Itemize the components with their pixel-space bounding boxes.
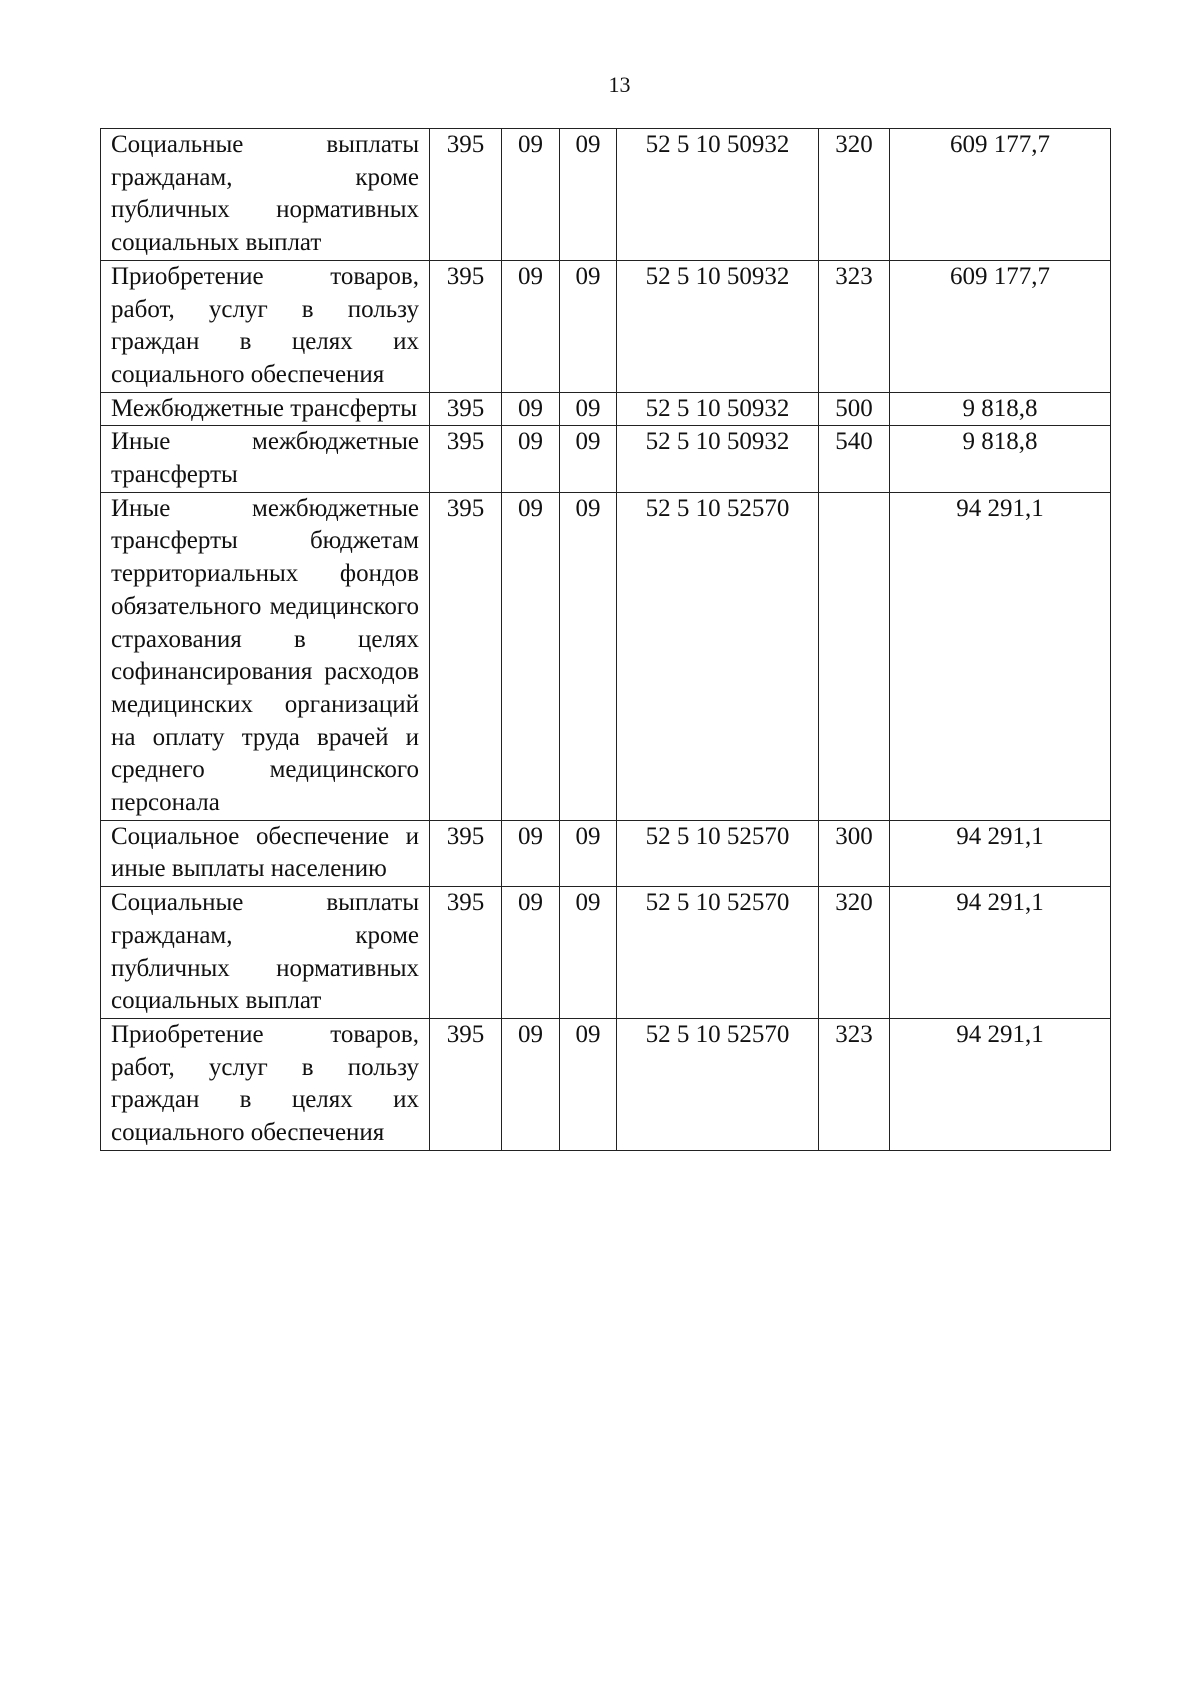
target-article-cell: 52 5 10 50932 [617,426,819,492]
row-name-cell: Иные межбюджетные трансферты [101,426,430,492]
target-article-cell: 52 5 10 50932 [617,129,819,261]
subsection-code-cell: 09 [560,260,617,392]
section-code-cell: 09 [502,492,560,820]
amount-cell: 94 291,1 [890,820,1111,886]
section-code-cell: 09 [502,1018,560,1150]
expense-type-cell: 540 [819,426,890,492]
expense-type-cell [819,492,890,820]
admin-code-cell: 395 [430,129,502,261]
subsection-code-cell: 09 [560,820,617,886]
admin-code-cell: 395 [430,1018,502,1150]
subsection-code-cell: 09 [560,392,617,426]
expense-type-cell: 323 [819,260,890,392]
table-row [101,129,1111,261]
section-code-cell: 09 [502,260,560,392]
target-article-cell: 52 5 10 50932 [617,392,819,426]
amount-cell: 9 818,8 [890,426,1111,492]
expense-type-cell: 320 [819,129,890,261]
target-article-cell: 52 5 10 52570 [617,887,819,1019]
target-article-cell: 52 5 10 52570 [617,492,819,820]
budget-table [100,128,1111,1151]
table-row [101,820,1111,886]
target-article-cell: 52 5 10 52570 [617,1018,819,1150]
row-name-cell: Социальные выплаты гражданам, кроме публичных нормативных социальных выплат [101,887,430,1019]
admin-code-cell: 395 [430,820,502,886]
subsection-code-cell: 09 [560,887,617,1019]
subsection-code-cell: 09 [560,426,617,492]
amount-cell: 609 177,7 [890,129,1111,261]
row-name-cell: Приобретение товаров, работ, услуг в пользу граждан в целях их социального обеспечения [101,260,430,392]
target-article-cell: 52 5 10 50932 [617,260,819,392]
amount-cell: 94 291,1 [890,1018,1111,1150]
section-code-cell: 09 [502,392,560,426]
admin-code-cell: 395 [430,492,502,820]
section-code-cell: 09 [502,820,560,886]
expense-type-cell: 300 [819,820,890,886]
section-code-cell: 09 [502,426,560,492]
row-name-cell: Иные межбюджетные трансферты бюджетам территориальных фондов обязательного медицинского страхования в целях софинансирования расходов медицинских организаций на оплату труда врачей и среднего медицинского персонала [101,492,430,820]
amount-cell: 9 818,8 [890,392,1111,426]
section-code-cell: 09 [502,129,560,261]
table-row [101,1018,1111,1150]
table-row [101,492,1111,820]
row-name-cell: Межбюджетные трансферты [101,392,430,426]
target-article-cell: 52 5 10 52570 [617,820,819,886]
expense-type-cell: 320 [819,887,890,1019]
admin-code-cell: 395 [430,392,502,426]
amount-cell: 94 291,1 [890,887,1111,1019]
subsection-code-cell: 09 [560,492,617,820]
amount-cell: 94 291,1 [890,492,1111,820]
expense-type-cell: 323 [819,1018,890,1150]
table-row [101,392,1111,426]
row-name-cell: Социальное обеспечение и иные выплаты населению [101,820,430,886]
page-number: 13 [608,72,631,97]
subsection-code-cell: 09 [560,129,617,261]
row-name-cell: Социальные выплаты гражданам, кроме публичных нормативных социальных выплат [101,129,430,261]
subsection-code-cell: 09 [560,1018,617,1150]
table-row [101,260,1111,392]
admin-code-cell: 395 [430,426,502,492]
table-row [101,887,1111,1019]
amount-cell: 609 177,7 [890,260,1111,392]
table-row [101,426,1111,492]
row-name-cell: Приобретение товаров, работ, услуг в пользу граждан в целях их социального обеспечения [101,1018,430,1150]
section-code-cell: 09 [502,887,560,1019]
admin-code-cell: 395 [430,887,502,1019]
expense-type-cell: 500 [819,392,890,426]
admin-code-cell: 395 [430,260,502,392]
